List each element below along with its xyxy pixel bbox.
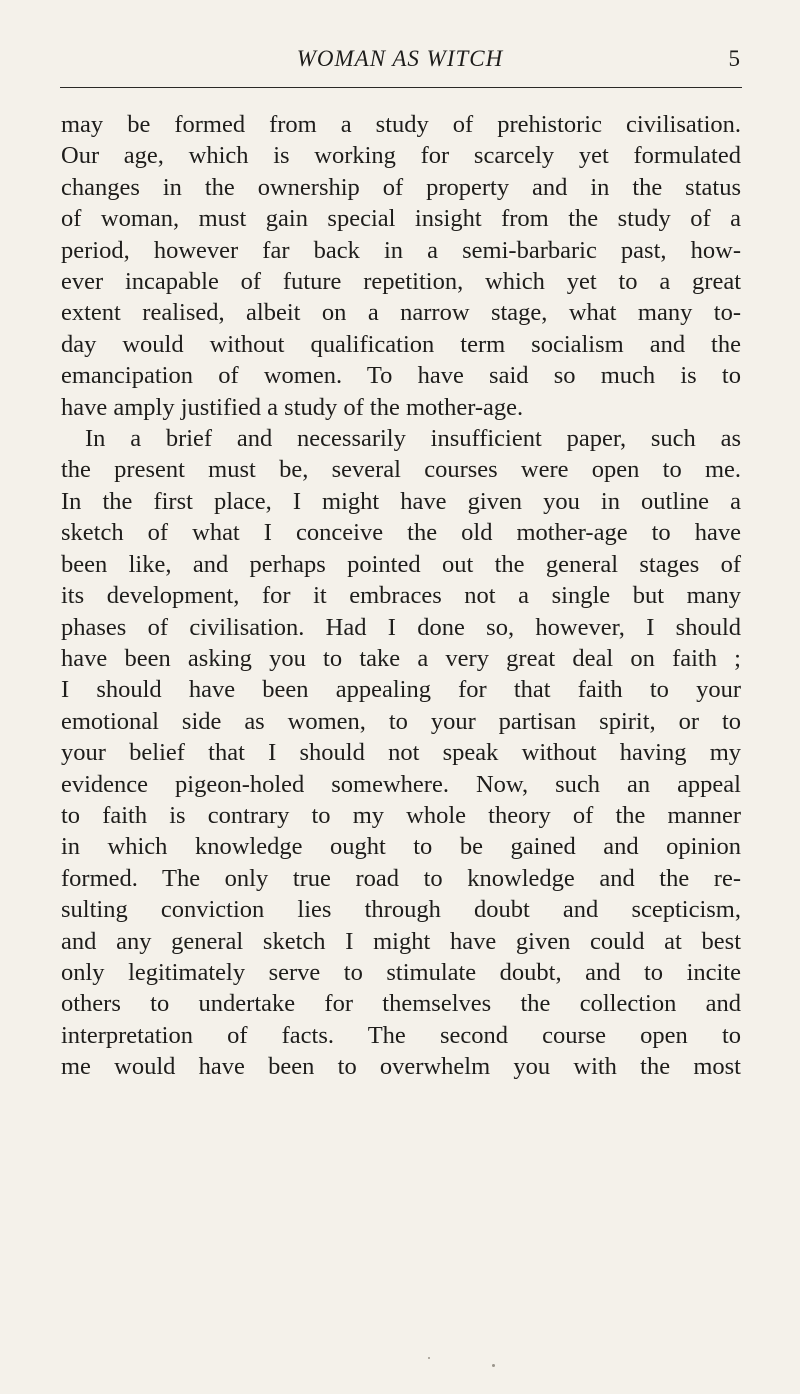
text-line: may be formed from a study of prehistoric civilisation.	[61, 111, 741, 138]
text-line: In the first place, I might have given you in outline a	[61, 487, 741, 515]
text-line: and any general sketch I might have given could at best	[61, 927, 741, 955]
text-line: others to undertake for themselves the collection and	[61, 990, 741, 1018]
text-line: extent realised, albeit on a narrow stage, what many to-	[61, 299, 741, 327]
text-line: only legitimately serve to stimulate doubt, and to incite	[61, 958, 741, 986]
text-line: changes in the ownership of property and in the status	[61, 173, 741, 201]
text-line: Our age, which is working for scarcely yet formulated	[61, 142, 741, 170]
body-text	[61, 109, 741, 1083]
text-line: been like, and perhaps pointed out the general stages of	[61, 550, 741, 578]
text-line: emotional side as women, to your partisan spirit, or to	[61, 707, 741, 735]
text-line: me would have been to overwhelm you with the most	[61, 1053, 741, 1081]
text-line: phases of civilisation. Had I done so, however, I should	[61, 613, 741, 641]
text-line: your belief that I should not speak without having my	[61, 739, 741, 767]
text-line: period, however far back in a semi-barbaric past, how-	[61, 236, 741, 264]
text-line: its development, for it embraces not a single but many	[61, 582, 741, 610]
text-line: sketch of what I conceive the old mother-age to have	[61, 519, 741, 547]
text-line: interpretation of facts. The second course open to	[61, 1021, 741, 1049]
text-line: in which knowledge ought to be gained and opinion	[61, 833, 741, 861]
paper-speck	[492, 1364, 495, 1367]
running-title: WOMAN AS WITCH	[296, 46, 504, 71]
text-line: emancipation of women. To have said so much is to	[61, 362, 741, 390]
text-line: ever incapable of future repetition, which yet to a great	[61, 268, 741, 296]
text-line: day would without qualification term socialism and the	[61, 330, 741, 358]
text-line: to faith is contrary to my whole theory of the manner	[61, 801, 741, 829]
text-line: I should have been appealing for that faith to your	[61, 676, 741, 704]
text-line: sulting conviction lies through doubt and scepticism,	[61, 896, 741, 924]
page-header	[60, 44, 740, 84]
text-line: of woman, must gain special insight from the study of a	[61, 205, 741, 233]
page-number: 5	[728, 46, 740, 71]
text-line: formed. The only true road to knowledge and the re-	[61, 864, 741, 892]
text-line: have been asking you to take a very great deal on faith ;	[61, 644, 741, 672]
header-rule	[60, 87, 742, 88]
text-line: evidence pigeon-holed somewhere. Now, such an appeal	[61, 770, 741, 798]
paper-speck	[428, 1357, 430, 1359]
text-line: In a brief and necessarily insufficient paper, such as	[85, 425, 741, 453]
text-line: have amply justified a study of the mother-age.	[61, 393, 524, 421]
text-line: the present must be, several courses were open to me.	[61, 456, 741, 484]
